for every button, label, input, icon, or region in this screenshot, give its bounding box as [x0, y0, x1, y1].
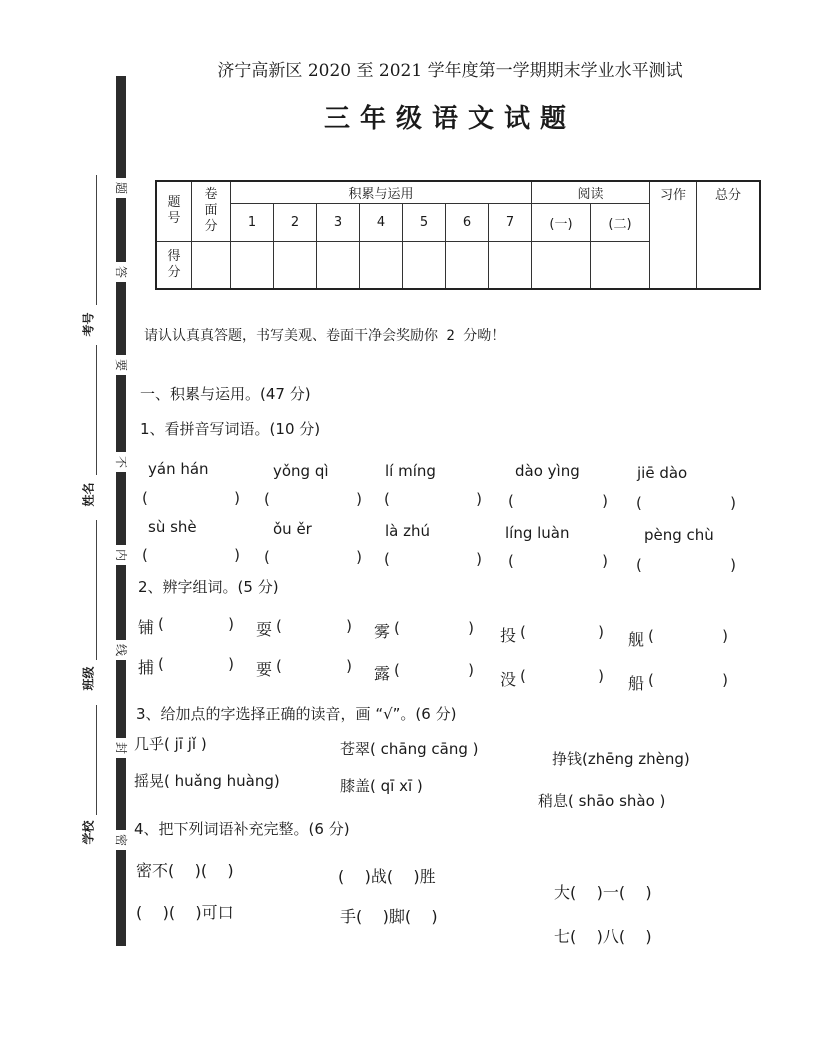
- q3-item: 挣钱(zhēng zhèng): [552, 750, 690, 768]
- reading-part: (一): [532, 203, 591, 241]
- col-number: 2: [274, 203, 317, 241]
- reading-part: (二): [591, 203, 650, 241]
- q2-char: 舰: [628, 630, 645, 649]
- score-cell[interactable]: [446, 241, 489, 289]
- q3-item: 摇晃( huǎng huàng): [134, 772, 280, 790]
- binding-char: 线: [113, 640, 129, 660]
- answer-blank[interactable]: ( ): [142, 489, 240, 507]
- q3-item: 稍息( shāo shào ): [538, 792, 666, 810]
- col-number: 1: [231, 203, 274, 241]
- zongfen-header: 总分: [697, 181, 761, 289]
- banji-label: 班级: [81, 666, 96, 691]
- score-cell[interactable]: [532, 241, 591, 289]
- xizuo-header: 习作: [650, 181, 697, 289]
- binding-char: 答: [113, 262, 129, 282]
- score-cell[interactable]: [591, 241, 650, 289]
- q3-item: 几乎( jī jǐ ): [134, 735, 207, 753]
- answer-blank[interactable]: ( ): [384, 550, 482, 568]
- q3-item: 膝盖( qī xī ): [340, 777, 423, 795]
- col-number: 4: [360, 203, 403, 241]
- tihao-header: 题 号: [156, 181, 192, 241]
- binding-char: 密: [113, 830, 129, 850]
- col-number: 3: [317, 203, 360, 241]
- banji-line: [96, 520, 97, 660]
- yuedu-group-header: 阅读: [532, 181, 650, 203]
- q2-char: 投: [500, 626, 517, 645]
- q2-char: 要: [256, 660, 273, 679]
- xuexiao-line: [96, 705, 97, 815]
- q1-heading: 1、看拼音写词语。(10 分): [140, 420, 321, 438]
- pinyin-item: pèng chù: [644, 526, 714, 544]
- binding-char: 要: [113, 355, 129, 375]
- score-cell[interactable]: [360, 241, 403, 289]
- answer-blank[interactable]: ( ): [508, 492, 608, 510]
- q2-char: 雾: [374, 622, 391, 641]
- score-table: [155, 180, 761, 290]
- col-number: 5: [403, 203, 446, 241]
- answer-blank[interactable]: ( ): [276, 617, 352, 635]
- defen-row-header: 得 分: [156, 241, 192, 289]
- q2-char: 船: [628, 674, 645, 693]
- section1-heading: 一、积累与运用。(47 分): [140, 385, 311, 403]
- q2-char: 没: [500, 670, 517, 689]
- col-number: 6: [446, 203, 489, 241]
- answer-blank[interactable]: ( ): [520, 623, 604, 641]
- answer-blank[interactable]: ( ): [648, 627, 728, 645]
- answer-blank[interactable]: ( ): [508, 552, 608, 570]
- q3-heading: 3、给加点的字选择正确的读音，画 “√”。(6 分): [136, 705, 457, 723]
- q2-char: 捕: [138, 658, 155, 677]
- q4-item: 七( )八( ): [554, 927, 652, 946]
- answer-blank[interactable]: ( ): [636, 494, 736, 512]
- q4-item: 手( )脚( ): [340, 907, 438, 926]
- q4-item: 大( )一( ): [554, 883, 652, 902]
- answer-blank[interactable]: ( ): [384, 490, 482, 508]
- score-cell[interactable]: [274, 241, 317, 289]
- answer-blank[interactable]: ( ): [264, 490, 362, 508]
- juanmianfen-header: 卷 面 分: [192, 181, 231, 241]
- answer-blank[interactable]: ( ): [394, 619, 474, 637]
- score-cell[interactable]: [489, 241, 532, 289]
- answer-blank[interactable]: ( ): [520, 667, 604, 685]
- jilei-group-header: 积累与运用: [231, 181, 532, 203]
- score-cell[interactable]: [192, 241, 231, 289]
- pinyin-item: líng luàn: [505, 524, 570, 542]
- q4-item: ( )战( )胜: [338, 867, 436, 886]
- q2-char: 铺: [138, 618, 155, 637]
- pinyin-item: lí míng: [385, 462, 436, 480]
- answer-blank[interactable]: ( ): [158, 615, 234, 633]
- answer-blank[interactable]: ( ): [158, 655, 234, 673]
- answer-blank[interactable]: ( ): [264, 548, 362, 566]
- answer-blank[interactable]: ( ): [394, 661, 474, 679]
- pinyin-item: ǒu ěr: [273, 520, 312, 538]
- q4-item: 密不( )( ): [136, 861, 234, 880]
- pinyin-item: yǒng qì: [273, 462, 329, 480]
- binding-char: 题: [113, 178, 129, 198]
- score-cell[interactable]: [317, 241, 360, 289]
- binding-char: 内: [113, 545, 129, 565]
- page-title: 三年级语文试题: [323, 104, 576, 134]
- exam-subtitle: 济宁高新区 2020 至 2021 学年度第一学期期末学业水平测试: [217, 61, 683, 81]
- answer-blank[interactable]: ( ): [142, 546, 240, 564]
- encouragement-notice: 请认认真真答题，书写美观、卷面干净会奖励你 2 分呦！: [144, 328, 506, 344]
- pinyin-item: là zhú: [385, 522, 431, 540]
- col-number: 7: [489, 203, 532, 241]
- pinyin-item: yán hán: [148, 460, 209, 478]
- answer-blank[interactable]: ( ): [648, 671, 728, 689]
- xuexiao-label: 学校: [81, 820, 96, 845]
- binding-char: 封: [113, 738, 129, 758]
- binding-strip: [116, 76, 126, 946]
- q2-char: 耍: [256, 620, 273, 639]
- score-cell[interactable]: [231, 241, 274, 289]
- q4-item: ( )( )可口: [136, 903, 234, 922]
- q2-heading: 2、辨字组词。(5 分): [138, 578, 279, 596]
- q4-heading: 4、把下列词语补充完整。(6 分): [134, 820, 350, 838]
- pinyin-item: sù shè: [148, 518, 197, 536]
- answer-blank[interactable]: ( ): [276, 657, 352, 675]
- kaohao-line: [96, 175, 97, 305]
- xingming-line: [96, 345, 97, 475]
- score-cell[interactable]: [403, 241, 446, 289]
- xingming-label: 姓名: [81, 482, 96, 507]
- pinyin-item: dào yìng: [515, 462, 580, 480]
- q2-char: 露: [374, 664, 391, 683]
- q3-item: 苍翠( chāng cāng ): [340, 740, 479, 758]
- answer-blank[interactable]: ( ): [636, 556, 736, 574]
- pinyin-item: jiē dào: [637, 464, 688, 482]
- kaohao-label: 考号: [81, 312, 96, 337]
- binding-char: 不: [113, 452, 129, 472]
